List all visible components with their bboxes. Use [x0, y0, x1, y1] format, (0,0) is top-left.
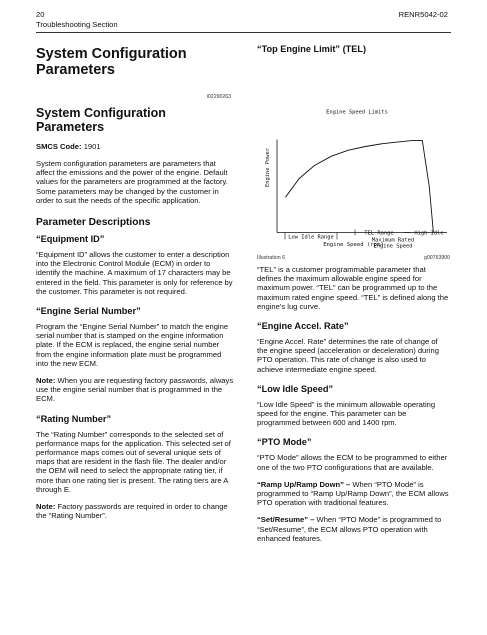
- rating-number-heading: “Rating Number”: [36, 413, 112, 424]
- topic-title: System Configuration Parameters: [36, 106, 166, 134]
- low-idle-paragraph: “Low Idle Speed” is the minimum allowable operating speed for the engine. This parameter can be programmed between 600 and 1400 rpm.: [257, 399, 436, 428]
- rating-number-note: [36, 502, 235, 520]
- illustration-id: g00763900: [424, 255, 450, 261]
- note-label: Note:: [36, 376, 56, 386]
- ramp-label: “Ramp Up/Ramp Down”: [257, 479, 344, 489]
- low-idle-range-label: Low Idle Range: [288, 234, 334, 241]
- high-idle-label: High Idle: [414, 230, 444, 237]
- equipment-id-paragraph: “Equipment ID” allows the customer to enter a description into the Electronic Control Module (ECM) in order to identify the machine. A maximum of 17 characters may be entered in the field. This parameter is only for reference by the customer. This parameter is not required.: [36, 250, 233, 296]
- equipment-id-heading: “Equipment ID”: [36, 234, 105, 245]
- chart-x-label: Engine Speed (rpm): [323, 242, 384, 248]
- document-id: RENR5042-02: [398, 10, 448, 19]
- serial-number-heading: “Engine Serial Number”: [36, 306, 141, 317]
- right-column: [257, 44, 450, 551]
- smcs-label: SMCS Code:: [36, 142, 82, 151]
- page-title: System Configuration Parameters: [36, 46, 187, 78]
- set-resume-text: When “PTO Mode” is programmed to “Set/Resume”, the ECM allows PTO operation with enhanced features.: [257, 515, 442, 543]
- ramp-text: When “PTO Mode” is programmed to “Ramp Up/Ramp Down”, the ECM allows PTO operation with traditional features.: [257, 479, 449, 508]
- engine-accel-paragraph: “Engine Accel. Rate” determines the rate of change of the engine speed (acceleration or deceleration) during PTO operation. This rate of change is also used to achieve intermediate engine speed.: [257, 337, 439, 374]
- serial-number-paragraph: Program the “Engine Serial Number” to match the engine serial number that is stamped on the engine information plate. If the ECM is replaced, the engine serial number from the engine information plate must be programmed into the new ECM.: [36, 322, 229, 368]
- section-name: Troubleshooting Section: [36, 19, 118, 29]
- page-number: 20: [36, 10, 45, 19]
- note-text: Factory passwords are required in order to change the “Rating Number”.: [36, 502, 228, 521]
- set-resume-paragraph: [257, 515, 450, 543]
- note-text: When you are requesting factory passwords, always use the engine serial number that is programmed in the ECM.: [36, 376, 234, 404]
- chart-series-line: [286, 140, 434, 232]
- set-resume-dash: –: [308, 515, 317, 525]
- serial-number-note: [36, 376, 235, 404]
- illustration-caption: [257, 255, 450, 265]
- ramp-dash: –: [343, 479, 353, 489]
- illustration-label: Illustration 6: [257, 255, 285, 261]
- reference-id: i02290263: [206, 94, 231, 100]
- tel-paragraph: “TEL” is a customer programmable parameter that defines the maximum allowable engine speed for maximum power. “TEL” can be programmed up to the maximum rated engine speed. “TEL” is defined along the engine’s lug curve.: [257, 265, 449, 311]
- ramp-paragraph: [257, 480, 450, 508]
- smcs-value: 1901: [83, 142, 101, 151]
- set-resume-label: “Set/Resume”: [257, 515, 309, 525]
- left-column: [36, 44, 235, 528]
- engine-speed-chart-svg: [257, 64, 450, 250]
- max-rated-speed-label: Maximum Rated Engine Speed: [371, 237, 415, 250]
- chart-y-label: Engine Power: [265, 148, 271, 187]
- engine-speed-chart: [257, 64, 450, 250]
- note-label: Note:: [36, 502, 56, 512]
- intro-paragraph: System configuration parameters are parameters that affect the emissions and the power of the engine. Default values for the parameters are programmed at the factory. Some parameters may be changed by the customer in order to suit the needs of the specific application.: [36, 159, 228, 205]
- tel-heading: “Top Engine Limit” (TEL): [257, 44, 367, 54]
- pto-mode-paragraph: “PTO Mode” allows the ECM to be programmed to either one of the two PTO configurations that are available.: [257, 453, 448, 472]
- parameter-descriptions-heading: Parameter Descriptions: [36, 217, 151, 229]
- engine-accel-heading: “Engine Accel. Rate”: [257, 321, 349, 332]
- tel-range-label: TEL Range: [364, 230, 394, 237]
- header-divider: [36, 32, 451, 33]
- page-header: [36, 10, 118, 29]
- rating-number-paragraph: The “Rating Number” corresponds to the selected set of performance maps for the application. This selected set of performance maps comes out of several unique sets of maps that are resident in the flash file. The dealer and/or the OEM will need to select the appropriate rating tier, if more than one rating tier is present. The rating tiers are A through E.: [36, 429, 231, 494]
- chart-title: Engine Speed Limits: [326, 109, 388, 116]
- low-idle-heading: “Low Idle Speed”: [257, 383, 334, 394]
- pto-mode-heading: “PTO Mode”: [257, 437, 312, 448]
- smcs-code: [36, 142, 235, 151]
